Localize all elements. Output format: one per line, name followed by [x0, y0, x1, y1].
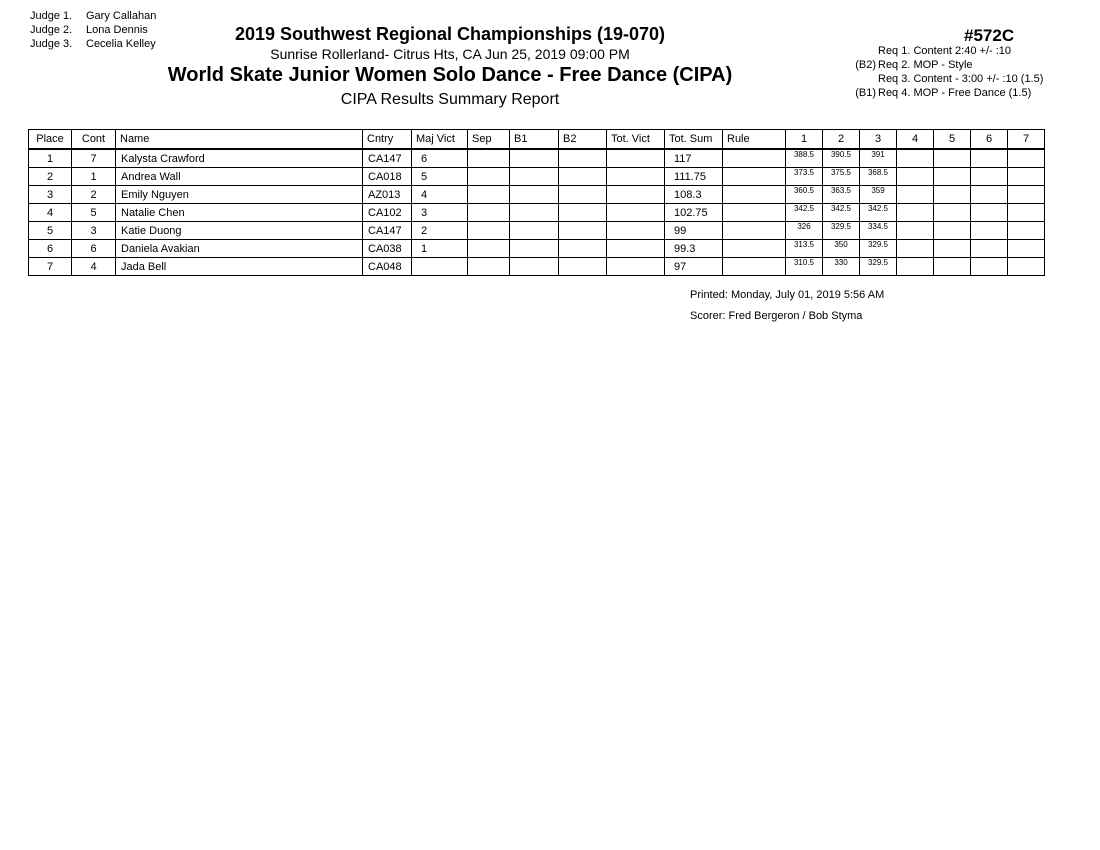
report-name: CIPA Results Summary Report — [340, 91, 560, 108]
cell-name: Kalysta Crawford — [116, 149, 363, 168]
requirement-row — [846, 44, 1043, 58]
column-header: 2 — [823, 130, 860, 150]
cell-b1 — [510, 222, 559, 240]
cell-judge-7 — [1008, 168, 1045, 186]
requirements-list — [846, 44, 1043, 100]
cell-tot-vict — [607, 222, 665, 240]
results-body — [29, 149, 1045, 276]
judge-name: Lona Dennis — [86, 24, 148, 36]
column-header: Sep — [468, 130, 510, 150]
column-header: 5 — [934, 130, 971, 150]
cell-country: CA102 — [363, 204, 412, 222]
cell-judge-2-score: 363.5 — [823, 186, 860, 204]
requirement-tag: (B1) — [855, 87, 876, 99]
cell-judge-5 — [934, 258, 971, 276]
column-header: Tot. Sum — [665, 130, 723, 150]
column-header: Name — [116, 130, 363, 150]
column-header: Rule — [723, 130, 786, 150]
cell-b2 — [559, 222, 607, 240]
cell-sep — [468, 168, 510, 186]
cell-judge-2-score: 330 — [823, 258, 860, 276]
judge-label: Judge 2. — [30, 24, 73, 36]
cell-judge-7 — [1008, 149, 1045, 168]
cell-rule — [723, 240, 786, 258]
cell-judge-3-score: 329.5 — [860, 258, 897, 276]
cell-rule — [723, 149, 786, 168]
cell-sep — [468, 240, 510, 258]
cell-cont: 7 — [72, 149, 116, 168]
cell-judge-2-score: 329.5 — [823, 222, 860, 240]
cell-tot-sum: 108.3 — [665, 186, 723, 204]
requirement-text: Req 1. Content 2:40 +/- :10 — [878, 45, 1012, 57]
cell-name: Daniela Avakian — [116, 240, 363, 258]
requirement-row — [846, 58, 1043, 72]
cell-judge-3-score: 359 — [860, 186, 897, 204]
cell-sep — [468, 149, 510, 168]
cell-judge-2-score: 390.5 — [823, 149, 860, 168]
cell-sep — [468, 258, 510, 276]
column-header: 4 — [897, 130, 934, 150]
cell-judge-6 — [971, 168, 1008, 186]
cell-judge-5 — [934, 186, 971, 204]
cell-judge-5 — [934, 204, 971, 222]
cell-tot-sum: 117 — [665, 149, 723, 168]
cell-cont: 3 — [72, 222, 116, 240]
cell-tot-sum: 97 — [665, 258, 723, 276]
cell-judge-4 — [897, 240, 934, 258]
cell-b1 — [510, 186, 559, 204]
event-venue: Sunrise Rollerland- Citrus Hts, CA Jun 25, 2019 09:00 PM — [270, 46, 630, 62]
cell-cont: 2 — [72, 186, 116, 204]
cell-sep — [468, 222, 510, 240]
cell-place: 1 — [29, 149, 72, 168]
cell-place: 5 — [29, 222, 72, 240]
table-row — [29, 258, 1045, 276]
column-header: Tot. Vict — [607, 130, 665, 150]
cell-cont: 4 — [72, 258, 116, 276]
cell-judge-2-score: 375.5 — [823, 168, 860, 186]
cell-country: AZ013 — [363, 186, 412, 204]
judge-name: Cecelia Kelley — [86, 38, 156, 50]
table-header-row — [29, 130, 1045, 150]
cell-b2 — [559, 204, 607, 222]
requirement-text: Req 2. MOP - Style — [878, 59, 973, 71]
cell-cont: 1 — [72, 168, 116, 186]
cell-judge-1-score: 310.5 — [786, 258, 823, 276]
column-header: Cont — [72, 130, 116, 150]
printed-timestamp: Printed: Monday, July 01, 2019 5:56 AM — [690, 289, 885, 301]
cell-name: Andrea Wall — [116, 168, 363, 186]
cell-judge-4 — [897, 186, 934, 204]
cell-tot-sum: 99 — [665, 222, 723, 240]
column-header: Place — [29, 130, 72, 150]
cell-judge-6 — [971, 222, 1008, 240]
cell-tot-vict — [607, 168, 665, 186]
cell-tot-sum: 111.75 — [665, 168, 723, 186]
cell-maj-vict: 6 — [412, 149, 468, 168]
cell-maj-vict: 2 — [412, 222, 468, 240]
cell-name: Natalie Chen — [116, 204, 363, 222]
cell-place: 3 — [29, 186, 72, 204]
cell-judge-6 — [971, 186, 1008, 204]
cell-judge-1-score: 388.5 — [786, 149, 823, 168]
cell-maj-vict: 1 — [412, 240, 468, 258]
column-header: Cntry — [363, 130, 412, 150]
cell-judge-4 — [897, 222, 934, 240]
cell-country: CA018 — [363, 168, 412, 186]
cell-judge-7 — [1008, 240, 1045, 258]
requirement-row — [846, 86, 1043, 100]
table-row — [29, 149, 1045, 168]
cell-maj-vict — [412, 258, 468, 276]
cell-country: CA147 — [363, 149, 412, 168]
cell-judge-4 — [897, 168, 934, 186]
cell-place: 4 — [29, 204, 72, 222]
cell-rule — [723, 168, 786, 186]
cell-place: 7 — [29, 258, 72, 276]
cell-b1 — [510, 149, 559, 168]
cell-place: 6 — [29, 240, 72, 258]
cell-b1 — [510, 204, 559, 222]
cell-maj-vict: 4 — [412, 186, 468, 204]
column-header: 6 — [971, 130, 1008, 150]
requirement-text: Req 4. MOP - Free Dance (1.5) — [878, 87, 1032, 99]
cell-b1 — [510, 240, 559, 258]
cell-b2 — [559, 149, 607, 168]
cell-b1 — [510, 258, 559, 276]
cell-country: CA048 — [363, 258, 412, 276]
column-header: 1 — [786, 130, 823, 150]
cell-rule — [723, 186, 786, 204]
cell-judge-1-score: 342.5 — [786, 204, 823, 222]
table-row — [29, 186, 1045, 204]
cell-tot-vict — [607, 149, 665, 168]
cell-tot-vict — [607, 204, 665, 222]
cell-b2 — [559, 168, 607, 186]
cell-judge-1-score: 360.5 — [786, 186, 823, 204]
cell-country: CA038 — [363, 240, 412, 258]
results-table — [28, 129, 1045, 276]
column-header: Maj Vict — [412, 130, 468, 150]
cell-name: Emily Nguyen — [116, 186, 363, 204]
cell-tot-vict — [607, 240, 665, 258]
cell-judge-7 — [1008, 204, 1045, 222]
cell-country: CA147 — [363, 222, 412, 240]
cell-tot-sum: 99.3 — [665, 240, 723, 258]
cell-judge-6 — [971, 240, 1008, 258]
cell-b1 — [510, 168, 559, 186]
column-header: 3 — [860, 130, 897, 150]
column-header: B2 — [559, 130, 607, 150]
cell-judge-6 — [971, 149, 1008, 168]
cell-tot-vict — [607, 258, 665, 276]
cell-b2 — [559, 240, 607, 258]
cell-b2 — [559, 186, 607, 204]
cell-cont: 6 — [72, 240, 116, 258]
cell-judge-4 — [897, 149, 934, 168]
cell-judge-2-score: 342.5 — [823, 204, 860, 222]
cell-tot-sum: 102.75 — [665, 204, 723, 222]
table-row — [29, 168, 1045, 186]
cell-judge-6 — [971, 204, 1008, 222]
event-title: 2019 Southwest Regional Championships (19-070) — [234, 24, 666, 44]
judge-label: Judge 1. — [30, 10, 73, 22]
cell-judge-5 — [934, 222, 971, 240]
cell-judge-5 — [934, 168, 971, 186]
requirement-tag: (B2) — [855, 59, 876, 71]
cell-rule — [723, 258, 786, 276]
judge-row — [30, 9, 156, 23]
cell-rule — [723, 204, 786, 222]
requirement-text: Req 3. Content - 3:00 +/- :10 (1.5) — [878, 73, 1044, 85]
event-name: World Skate Junior Women Solo Dance - Free Dance (CIPA) — [167, 64, 733, 86]
cell-tot-vict — [607, 186, 665, 204]
cell-judge-6 — [971, 258, 1008, 276]
cell-judge-5 — [934, 240, 971, 258]
cell-judge-1-score: 373.5 — [786, 168, 823, 186]
cell-judge-3-score: 334.5 — [860, 222, 897, 240]
cell-judge-3-score: 342.5 — [860, 204, 897, 222]
table-row — [29, 240, 1045, 258]
cell-sep — [468, 204, 510, 222]
cell-judge-2-score: 350 — [823, 240, 860, 258]
cell-name: Jada Bell — [116, 258, 363, 276]
cell-b2 — [559, 258, 607, 276]
cell-judge-3-score: 391 — [860, 149, 897, 168]
column-header: B1 — [510, 130, 559, 150]
requirement-row — [846, 72, 1043, 86]
column-header: 7 — [1008, 130, 1045, 150]
cell-place: 2 — [29, 168, 72, 186]
cell-judge-1-score: 326 — [786, 222, 823, 240]
judge-name: Gary Callahan — [86, 10, 157, 22]
cell-maj-vict: 5 — [412, 168, 468, 186]
cell-judge-4 — [897, 204, 934, 222]
table-row — [29, 204, 1045, 222]
judge-label: Judge 3. — [30, 38, 73, 50]
cell-judge-7 — [1008, 258, 1045, 276]
cell-judge-3-score: 368.5 — [860, 168, 897, 186]
event-number: #572C — [964, 26, 1015, 45]
cell-rule — [723, 222, 786, 240]
cell-judge-4 — [897, 258, 934, 276]
cell-cont: 5 — [72, 204, 116, 222]
cell-name: Katie Duong — [116, 222, 363, 240]
cell-judge-7 — [1008, 222, 1045, 240]
cell-maj-vict: 3 — [412, 204, 468, 222]
cell-judge-5 — [934, 149, 971, 168]
cell-judge-1-score: 313.5 — [786, 240, 823, 258]
table-row — [29, 222, 1045, 240]
scorer-names: Scorer: Fred Bergeron / Bob Styma — [690, 310, 863, 322]
cell-sep — [468, 186, 510, 204]
cell-judge-3-score: 329.5 — [860, 240, 897, 258]
cell-judge-7 — [1008, 186, 1045, 204]
